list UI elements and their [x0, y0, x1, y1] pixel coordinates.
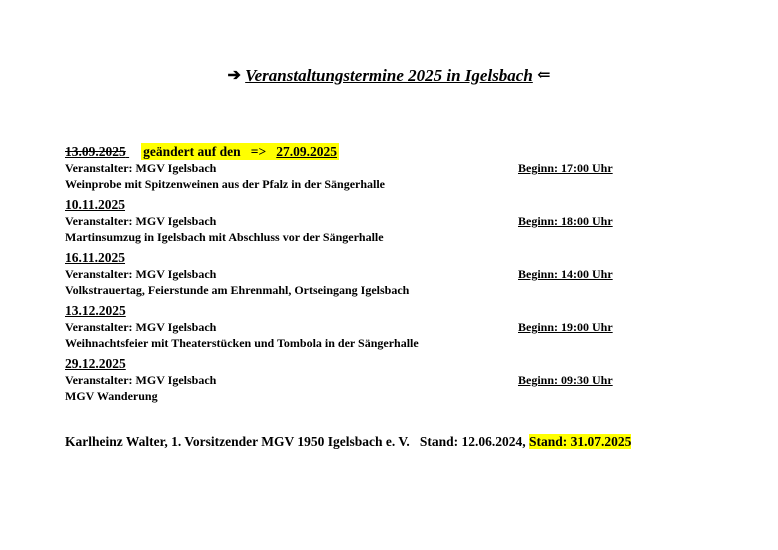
page-title — [0, 66, 778, 86]
event-organizer-line — [65, 372, 665, 388]
change-arrow: => — [250, 144, 267, 159]
event-organizer-line — [65, 160, 665, 176]
event-begin: Beginn: 17:00 Uhr — [518, 161, 613, 175]
event-begin: Beginn: 14:00 Uhr — [518, 267, 613, 281]
event-item — [65, 196, 665, 245]
event-date-line — [65, 143, 665, 160]
event-organizer: Veranstalter: MGV Igelsbach — [65, 267, 217, 281]
event-date: 29.12.2025 — [65, 356, 126, 371]
footer-text: Karlheinz Walter, 1. Vorsitzender MGV 1950 Igelsbach e. V. Stand: 12.06.2024, — [65, 434, 526, 449]
event-begin: Beginn: 09:30 Uhr — [518, 373, 613, 387]
event-organizer: Veranstalter: MGV Igelsbach — [65, 320, 217, 334]
date-change-highlight — [141, 143, 339, 160]
event-organizer-line — [65, 266, 665, 282]
event-description: Martinsumzug in Igelsbach mit Abschluss vor der Sängerhalle — [65, 230, 384, 244]
event-date: 16.11.2025 — [65, 250, 126, 265]
event-begin: Beginn: 18:00 Uhr — [518, 214, 613, 228]
event-organizer-line — [65, 319, 665, 335]
event-organizer: Veranstalter: MGV Igelsbach — [65, 161, 217, 175]
title-text: Veranstaltungstermine 2025 in Igelsbach — [245, 66, 533, 85]
event-organizer-line — [65, 213, 665, 229]
event-begin: Beginn: 19:00 Uhr — [518, 320, 613, 334]
event-item — [65, 302, 665, 351]
new-date: 27.09.2025 — [276, 144, 338, 159]
event-date: 10.11.2025 — [65, 197, 126, 212]
footer-stand-highlight: Stand: 31.07.2025 — [529, 434, 632, 449]
event-description: Weihnachtsfeier mit Theaterstücken und Tombola in der Sängerhalle — [65, 336, 419, 350]
event-description: Weinprobe mit Spitzenweinen aus der Pfalz in der Sängerhalle — [65, 177, 386, 191]
event-description: MGV Wanderung — [65, 389, 158, 403]
arrow-right-icon: ➔ — [227, 67, 241, 84]
event-item — [65, 249, 665, 298]
footer — [65, 434, 631, 450]
event-date: 13.12.2025 — [65, 303, 126, 318]
event-list — [65, 143, 665, 408]
arrow-left-icon: ⇐ — [537, 67, 551, 84]
event-organizer: Veranstalter: MGV Igelsbach — [65, 214, 217, 228]
event-description: Volkstrauertag, Feierstunde am Ehrenmahl, Ortseingang Igelsbach — [65, 283, 410, 297]
old-date: 13.09.2025 — [65, 144, 126, 159]
change-note: geändert auf den — [143, 144, 241, 159]
event-item — [65, 143, 665, 192]
event-organizer: Veranstalter: MGV Igelsbach — [65, 373, 217, 387]
event-item — [65, 355, 665, 404]
